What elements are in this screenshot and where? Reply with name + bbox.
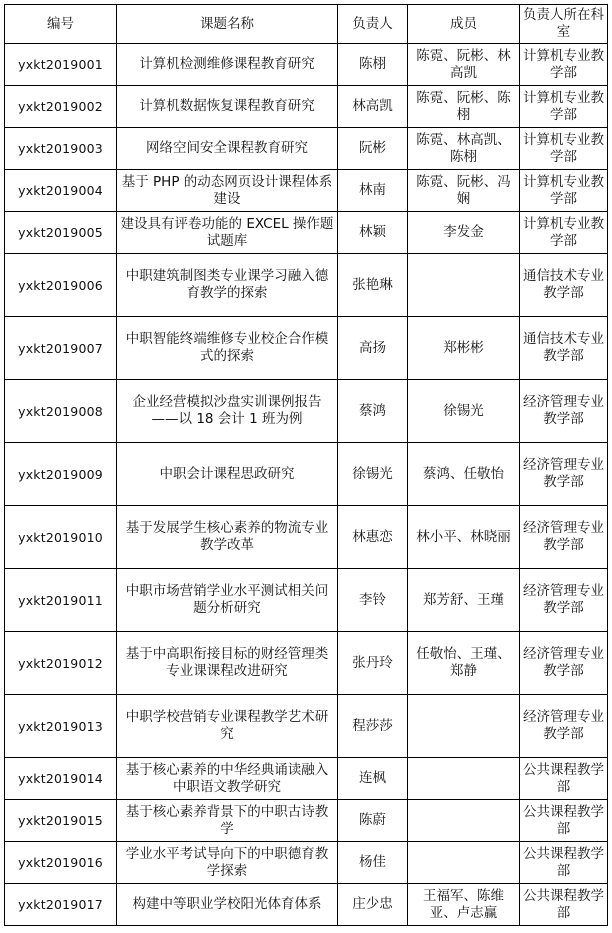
header-row [5,5,608,44]
project-table [4,4,608,926]
row-members: 林小平、林晓丽 [408,506,520,569]
row-code: yxkt2019017 [5,884,117,926]
row-code: yxkt2019008 [5,380,117,443]
row-code: yxkt2019016 [5,842,117,884]
row-code: yxkt2019005 [5,212,117,254]
row-dept: 公共课程教学部 [520,842,608,884]
table-row [5,800,608,842]
row-title: 基于 PHP 的动态网页设计课程体系建设 [117,170,338,212]
row-leader: 李铃 [338,569,408,632]
table-row [5,170,608,212]
row-title: 基于核心素养的中华经典诵读融入中职语文教学研究 [117,758,338,800]
row-leader: 高扬 [338,317,408,380]
row-dept: 计算机专业教学部 [520,86,608,128]
row-dept: 计算机专业教学部 [520,212,608,254]
table-row [5,884,608,926]
row-title: 企业经营模拟沙盘实训课例报告——以 18 会计 1 班为例 [117,380,338,443]
row-code: yxkt2019015 [5,800,117,842]
table-row [5,569,608,632]
row-code: yxkt2019003 [5,128,117,170]
row-dept: 通信技术专业教学部 [520,317,608,380]
table-row [5,443,608,506]
row-members [408,695,520,758]
row-members [408,254,520,317]
table-row [5,212,608,254]
table-row [5,632,608,695]
row-code: yxkt2019014 [5,758,117,800]
header-dept: 负责人所在科室 [520,5,608,44]
row-members: 蔡鸿、任敬怡 [408,443,520,506]
row-title: 中职会计课程思政研究 [117,443,338,506]
row-members: 任敬怡、王瑾、郑静 [408,632,520,695]
row-leader: 徐锡光 [338,443,408,506]
row-title: 基于中高职衔接目标的财经管理类专业课课程改进研究 [117,632,338,695]
row-title: 中职学校营销专业课程教学艺术研究 [117,695,338,758]
row-leader: 陈栩 [338,44,408,86]
row-title: 构建中等职业学校阳光体育体系 [117,884,338,926]
row-title: 计算机数据恢复课程教育研究 [117,86,338,128]
row-dept: 经济管理专业教学部 [520,380,608,443]
row-code: yxkt2019012 [5,632,117,695]
row-leader: 张艳琳 [338,254,408,317]
row-members [408,800,520,842]
row-title: 基于发展学生核心素养的物流专业教学改革 [117,506,338,569]
row-dept: 计算机专业教学部 [520,128,608,170]
row-code: yxkt2019006 [5,254,117,317]
row-members: 陈霓、林高凯、陈栩 [408,128,520,170]
table-row [5,695,608,758]
row-dept: 计算机专业教学部 [520,44,608,86]
row-dept: 公共课程教学部 [520,758,608,800]
row-leader: 程莎莎 [338,695,408,758]
row-code: yxkt2019004 [5,170,117,212]
row-title: 中职市场营销学业水平测试相关问题分析研究 [117,569,338,632]
row-dept: 公共课程教学部 [520,884,608,926]
row-leader: 陈蔚 [338,800,408,842]
row-dept: 经济管理专业教学部 [520,695,608,758]
row-code: yxkt2019011 [5,569,117,632]
row-leader: 林高凯 [338,86,408,128]
table-row [5,506,608,569]
row-leader: 阮彬 [338,128,408,170]
row-members: 郑彬彬 [408,317,520,380]
row-code: yxkt2019010 [5,506,117,569]
header-members: 成员 [408,5,520,44]
table-row [5,128,608,170]
table-row [5,86,608,128]
row-title: 中职建筑制图类专业课学习融入德育教学的探索 [117,254,338,317]
row-members: 徐锡光 [408,380,520,443]
row-dept: 经济管理专业教学部 [520,569,608,632]
row-code: yxkt2019002 [5,86,117,128]
header-title: 课题名称 [117,5,338,44]
row-title: 基于核心素养背景下的中职古诗教学 [117,800,338,842]
row-code: yxkt2019013 [5,695,117,758]
row-dept: 计算机专业教学部 [520,170,608,212]
row-leader: 蔡鸿 [338,380,408,443]
row-leader: 张丹玲 [338,632,408,695]
row-title: 建设具有评卷功能的 EXCEL 操作题试题库 [117,212,338,254]
row-leader: 杨佳 [338,842,408,884]
row-leader: 庄少忠 [338,884,408,926]
header-leader: 负责人 [338,5,408,44]
row-members: 陈霓、阮彬、林高凯 [408,44,520,86]
row-members [408,842,520,884]
table-row [5,317,608,380]
row-dept: 经济管理专业教学部 [520,506,608,569]
row-title: 学业水平考试导向下的中职德育教学探索 [117,842,338,884]
row-code: yxkt2019009 [5,443,117,506]
row-leader: 连枫 [338,758,408,800]
row-title: 网络空间安全课程教育研究 [117,128,338,170]
row-leader: 林颖 [338,212,408,254]
table-row [5,254,608,317]
table-row [5,380,608,443]
header-code: 编号 [5,5,117,44]
row-members: 王福军、陈维亚、卢志赢 [408,884,520,926]
table-row [5,44,608,86]
row-dept: 经济管理专业教学部 [520,632,608,695]
row-leader: 林南 [338,170,408,212]
row-leader: 林惠恋 [338,506,408,569]
row-title: 中职智能终端维修专业校企合作模式的探索 [117,317,338,380]
row-members: 陈霓、阮彬、冯娴 [408,170,520,212]
row-dept: 通信技术专业教学部 [520,254,608,317]
table-row [5,842,608,884]
row-members [408,758,520,800]
row-members: 陈霓、阮彬、陈栩 [408,86,520,128]
table-row [5,758,608,800]
row-members: 郑芳舒、王瑾 [408,569,520,632]
row-title: 计算机检测维修课程教育研究 [117,44,338,86]
row-dept: 公共课程教学部 [520,800,608,842]
row-members: 李发金 [408,212,520,254]
row-code: yxkt2019001 [5,44,117,86]
row-code: yxkt2019007 [5,317,117,380]
row-dept: 经济管理专业教学部 [520,443,608,506]
